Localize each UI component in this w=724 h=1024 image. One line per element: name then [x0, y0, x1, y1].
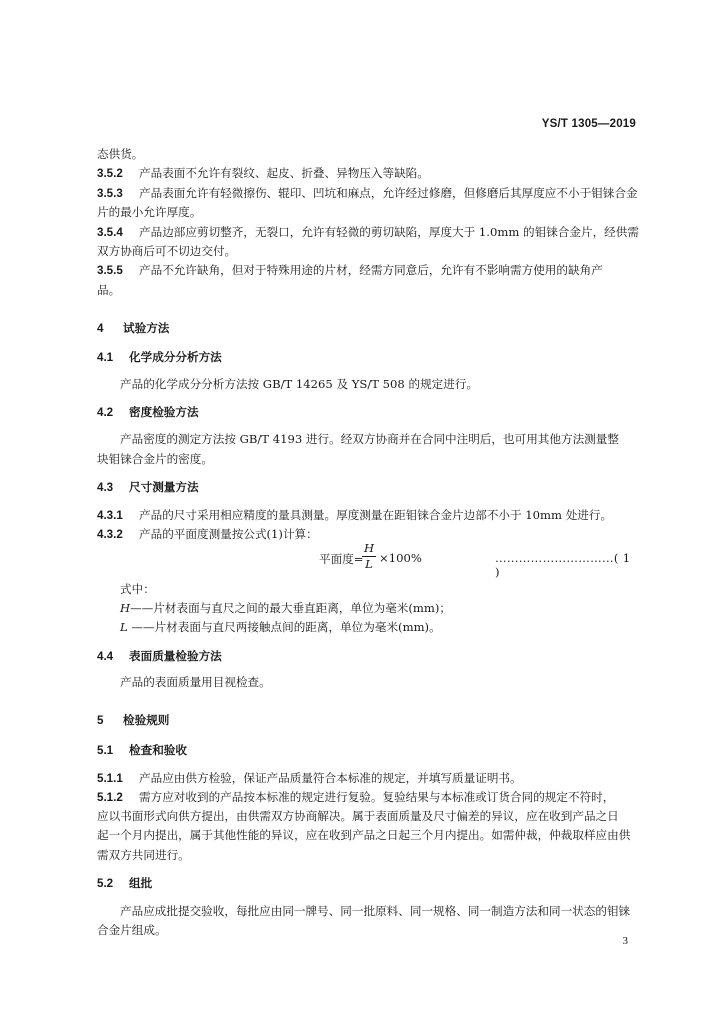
section-title: 检验规则 [123, 713, 170, 727]
formula-label: 平面度= [319, 552, 364, 566]
clause-5-1-1 [97, 770, 522, 786]
flatness-formula [97, 541, 637, 577]
clause-number: 3.5.4 [97, 226, 123, 239]
definition-h [97, 600, 451, 616]
section-heading-5-2 [97, 875, 152, 891]
paragraph: 产品应成批提交验收，每批应由同一牌号、同一批原料、同一规格、同一制造方法和同一状态的钼铼 [120, 904, 631, 918]
page-number: 3 [622, 935, 628, 947]
section-heading-4-2 [97, 404, 199, 420]
clause-number: 4.3.1 [97, 509, 123, 522]
paragraph: 产品密度的测定方法按 GB/T 4193 进行。经双方协商并在合同中注明后，也可用其他方法测量整 [120, 432, 619, 446]
formula-numerator: H [363, 541, 375, 555]
section-title: 尺寸测量方法 [129, 480, 199, 494]
section-number: 5 [97, 714, 104, 727]
variable-symbol: L [120, 620, 128, 634]
section-title: 表面质量检验方法 [129, 649, 222, 663]
section-title: 试验方法 [123, 321, 170, 335]
section-title: 化学成分分析方法 [129, 350, 222, 364]
section-number: 4.3 [97, 481, 114, 494]
paragraph: 产品的化学成分分析方法按 GB/T 14265 及 YS/T 508 的规定进行。 [120, 377, 479, 391]
formula-denominator: L [365, 557, 373, 571]
clause-text-continued: 应以书面形式向供方提出，由供需双方协商解决。属于表面质量及尺寸偏差的异议，应在收到产品之日 [97, 809, 619, 823]
section-number: 5.2 [97, 877, 114, 890]
section-title: 组批 [129, 876, 153, 890]
section-heading-4-4 [97, 648, 222, 664]
section-heading-5-1 [97, 742, 187, 758]
paragraph-continuation: 态供货。 [97, 147, 144, 161]
section-number: 4 [97, 322, 104, 335]
section-heading-5 [97, 712, 169, 728]
section-number: 4.1 [97, 351, 114, 364]
clause-text: 产品边部应剪切整齐，无裂口，允许有轻微的剪切缺陷，厚度大于 1.0mm 的钼铼合金片，经供需 [139, 225, 639, 239]
clause-number: 3.5.3 [97, 187, 123, 200]
clause-4-3-1 [97, 507, 612, 523]
section-heading-4-3 [97, 479, 199, 495]
formula-number: …………………………( 1 ) [495, 551, 631, 579]
clause-text: 产品表面不允许有裂纹、起皮、折叠、异物压入等缺陷。 [139, 166, 429, 180]
document-code: YS/T 1305—2019 [541, 118, 636, 130]
clause-text: 产品不允许缺角，但对于特殊用途的片材，经需方同意后，允许有不影响需方使用的缺角产 [139, 263, 603, 277]
clause-4-3-2 [97, 526, 318, 542]
section-heading-4 [97, 320, 169, 336]
paragraph-continued: 块钼铼合金片的密度。 [97, 452, 213, 466]
clause-3-5-5 [97, 262, 603, 278]
clause-3-5-3 [97, 185, 638, 201]
definition-text: ——片材表面与直尺之间的最大垂直距离，单位为毫米(mm)； [130, 601, 452, 615]
section-title: 检查和验收 [129, 743, 187, 757]
clause-text: 产品的尺寸采用相应精度的量具测量。厚度测量在距钼铼合金片边部不小于 10mm 处进行。 [139, 508, 613, 522]
section-number: 5.1 [97, 744, 114, 757]
definition-l [97, 619, 441, 635]
where-label: 式中： [120, 582, 155, 596]
clause-text: 需方应对收到的产品按本标准的规定进行复验。复验结果与本标准或订货合同的规定不符时， [139, 790, 615, 804]
clause-text-continued: 双方协商后可不切边交付。 [97, 244, 237, 258]
section-title: 密度检验方法 [129, 405, 199, 419]
clause-3-5-2 [97, 165, 429, 181]
paragraph-continued: 合金片组成。 [97, 923, 167, 937]
clause-text-continued: 品。 [97, 283, 121, 297]
clause-3-5-4 [97, 224, 639, 240]
definition-text: ——片材表面与直尺两接触点间的距离，单位为毫米(mm)。 [127, 620, 441, 634]
variable-symbol: H [120, 601, 131, 615]
clause-text-continued: 需双方共同进行。 [97, 848, 190, 862]
clause-text: 产品的平面度测量按公式(1)计算： [139, 527, 318, 541]
clause-text-continued: 片的最小允许厚度。 [97, 205, 202, 219]
section-number: 4.2 [97, 406, 114, 419]
clause-text-continued: 起一个月内提出，属于其他性能的异议，应在收到产品之日起三个月内提出。如需仲裁，仲裁取样应由供 [97, 828, 631, 842]
formula-multiplier: ×100% [379, 551, 422, 565]
clause-number: 5.1.1 [97, 772, 123, 785]
clause-number: 4.3.2 [97, 528, 123, 541]
section-heading-4-1 [97, 349, 222, 365]
clause-text: 产品应由供方检验，保证产品质量符合本标准的规定，并填写质量证明书。 [139, 771, 522, 785]
paragraph: 产品的表面质量用目视检查。 [120, 675, 271, 689]
clause-5-1-2 [97, 789, 614, 805]
clause-number: 3.5.2 [97, 167, 123, 180]
section-number: 4.4 [97, 650, 114, 663]
clause-text: 产品表面允许有轻微擦伤、辊印、凹坑和麻点，允许经过修磨，但修磨后其厚度应不小于钼铼合金 [139, 186, 638, 200]
clause-number: 5.1.2 [97, 791, 123, 804]
formula-fraction [362, 541, 376, 572]
clause-number: 3.5.5 [97, 264, 123, 277]
